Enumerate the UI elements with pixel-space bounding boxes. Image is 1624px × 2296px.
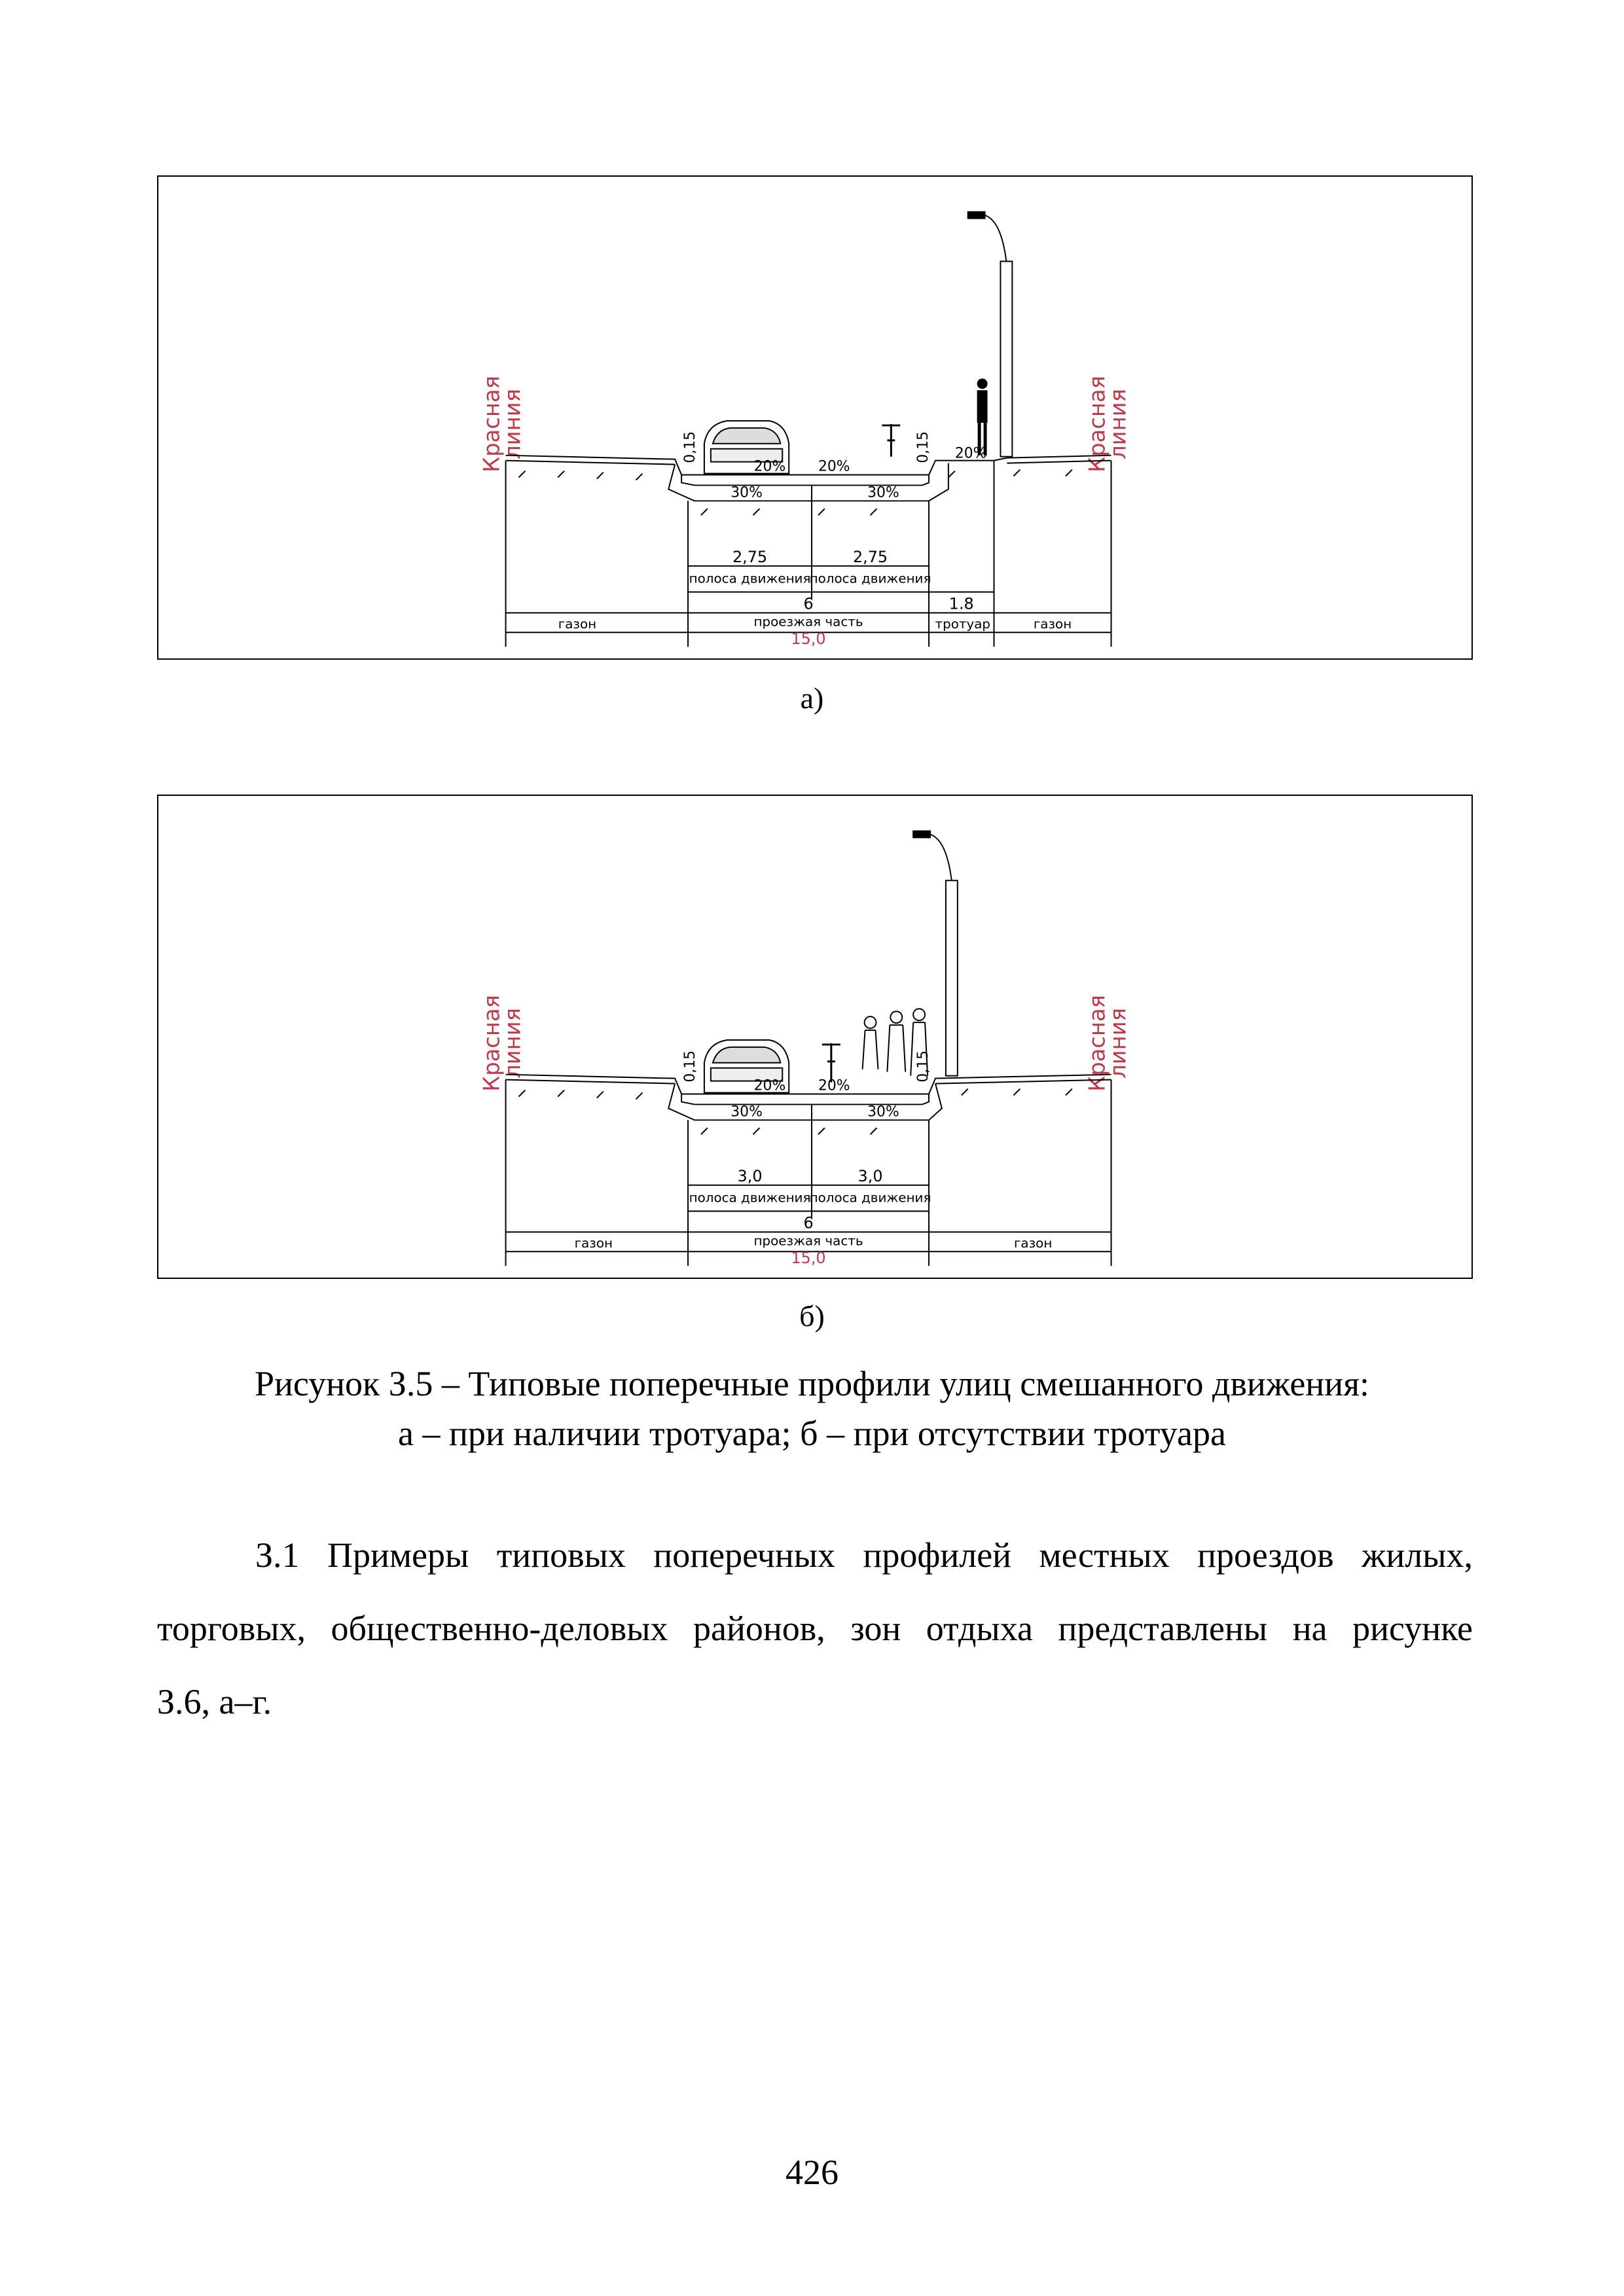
slope-crown-left: 20% bbox=[753, 458, 786, 475]
figure-a-drawing bbox=[158, 177, 1471, 658]
zone-carriageway: проезжая часть bbox=[753, 614, 863, 630]
lane-width-right: 2,75 bbox=[852, 547, 888, 566]
soil-hatching bbox=[518, 470, 1072, 516]
slope-base-left: 30% bbox=[731, 484, 763, 501]
red-line-left-word2: линия bbox=[499, 1007, 526, 1079]
paragraph-line3: З.6, а–г. bbox=[157, 1682, 272, 1721]
carriageway-width: 6 bbox=[803, 594, 814, 613]
slope-sidewalk: 20% bbox=[954, 445, 987, 462]
red-line-right-word2: линия bbox=[1105, 1007, 1131, 1079]
lane-label-left: полоса движения bbox=[689, 1190, 811, 1206]
carriageway-width: 6 bbox=[803, 1213, 814, 1232]
slope-crown-left: 20% bbox=[753, 1077, 786, 1094]
red-line-right-word1: Красная bbox=[1084, 995, 1110, 1092]
paragraph-line1: З.1 Примеры типовых поперечных профилей местных проездов жилых, bbox=[255, 1535, 1473, 1575]
curb-height-right: 0,15 bbox=[915, 431, 932, 463]
figure-b-drawing bbox=[158, 796, 1471, 1278]
slope-crown-right: 20% bbox=[818, 458, 850, 475]
figure-caption-line2: а – при наличии тротуара; б – при отсутствии тротуара bbox=[398, 1414, 1226, 1453]
total-width: 15,0 bbox=[791, 1249, 826, 1268]
sidewalk-width: 1.8 bbox=[948, 594, 974, 613]
zone-lawn-left: газон bbox=[558, 617, 597, 632]
figure-a-sublabel: а) bbox=[800, 681, 824, 715]
bicycle-icon bbox=[882, 424, 900, 457]
figure-caption-line1: Рисунок З.5 – Типовые поперечные профили улиц смешанного движения: bbox=[254, 1364, 1370, 1403]
pedestrian-icon bbox=[977, 378, 988, 455]
curb-height-left: 0,15 bbox=[682, 431, 698, 463]
paragraph-line2: торговых, общественно-деловых районов, зон отдыха представлены на рисунке bbox=[157, 1609, 1473, 1648]
slope-base-right: 30% bbox=[867, 1103, 899, 1121]
red-line-left-word1: Красная bbox=[478, 376, 505, 473]
street-lamp-icon bbox=[968, 212, 1013, 457]
lane-width-left: 2,75 bbox=[732, 547, 768, 566]
total-width: 15,0 bbox=[791, 630, 826, 649]
street-lamp-icon bbox=[913, 831, 958, 1076]
lane-width-left: 3,0 bbox=[737, 1166, 763, 1185]
slope-crown-right: 20% bbox=[818, 1077, 850, 1094]
zone-lawn-right: газон bbox=[1014, 1236, 1053, 1251]
lane-label-left: полоса движения bbox=[689, 571, 811, 586]
slope-base-left: 30% bbox=[731, 1103, 763, 1121]
lane-label-right: полоса движения bbox=[809, 571, 931, 586]
red-line-left-word2: линия bbox=[499, 388, 526, 459]
zone-sidewalk: тротуар bbox=[935, 617, 991, 632]
red-line-right-word2: линия bbox=[1105, 388, 1131, 459]
lane-width-right: 3,0 bbox=[857, 1166, 883, 1185]
curb-height-left: 0,15 bbox=[682, 1050, 698, 1083]
slope-base-right: 30% bbox=[867, 484, 899, 501]
red-line-right-word1: Красная bbox=[1084, 376, 1110, 473]
page-number: 426 bbox=[785, 2153, 839, 2192]
figure-a-street-profile-with-sidewalk bbox=[157, 175, 1473, 660]
zone-lawn-right: газон bbox=[1033, 617, 1072, 632]
zone-lawn-left: газон bbox=[574, 1236, 613, 1251]
zone-carriageway: проезжая часть bbox=[753, 1233, 863, 1249]
soil-hatching bbox=[518, 1089, 1072, 1135]
figure-b-street-profile-without-sidewalk bbox=[157, 795, 1473, 1279]
lane-label-right: полоса движения bbox=[809, 1190, 931, 1206]
curb-height-right: 0,15 bbox=[915, 1050, 932, 1083]
figure-b-sublabel: б) bbox=[799, 1299, 825, 1333]
bicycle-icon bbox=[822, 1043, 840, 1083]
red-line-left-word1: Красная bbox=[478, 995, 505, 1092]
